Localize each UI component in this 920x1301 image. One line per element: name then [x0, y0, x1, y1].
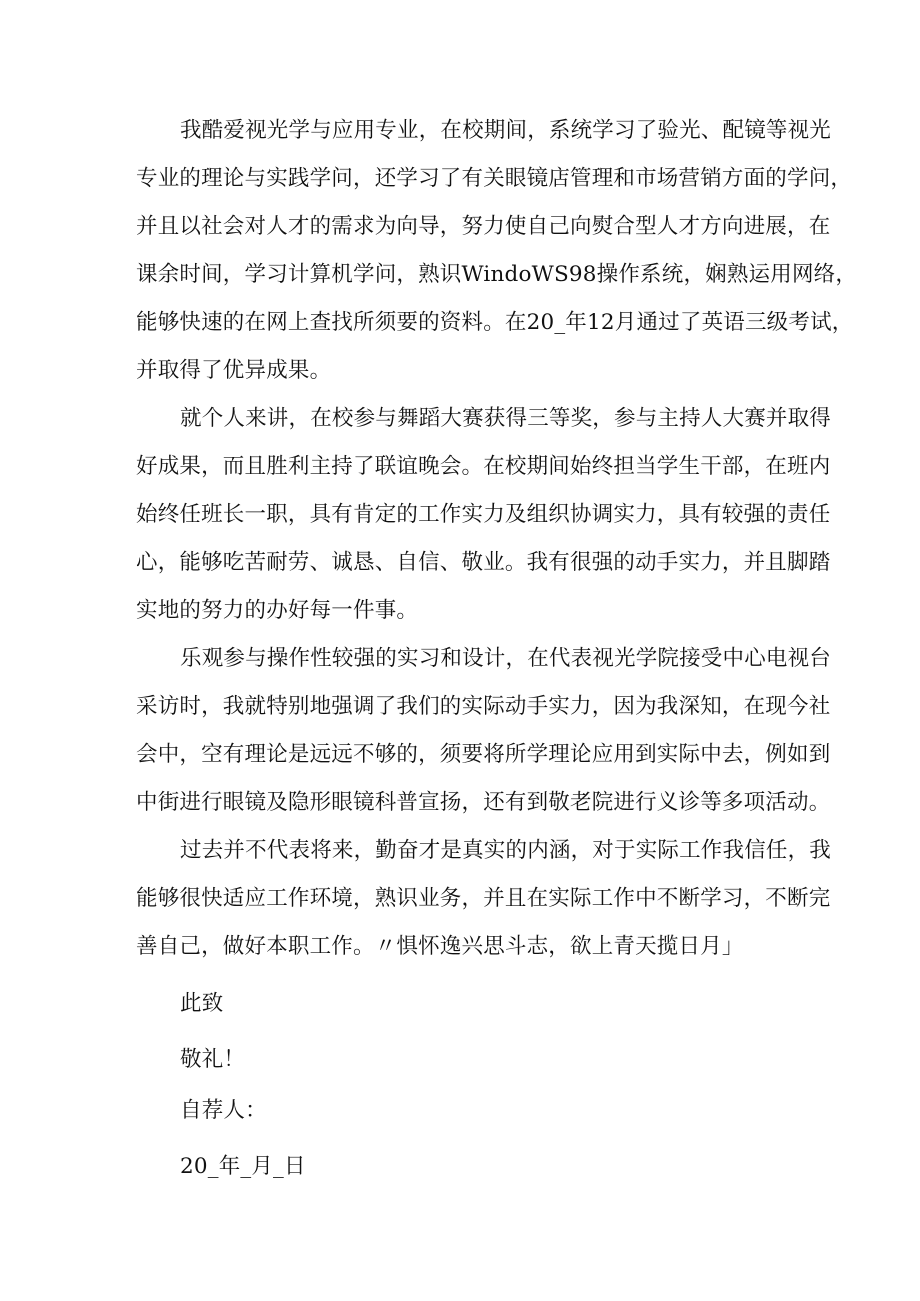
paragraph-1-line-2: 专业的理论与实践学问，还学习了有关眼镜店管理和市场营销方面的学问，	[136, 166, 853, 191]
paragraph-1-line-6: 并取得了优异成果。	[136, 358, 332, 383]
paragraph-3-line-4: 中街进行眼镜及隐形眼镜科普宣扬，还有到敬老院进行义诊等多项活动。	[136, 790, 831, 815]
referrer-label: 自荐人：	[180, 1098, 267, 1123]
paragraph-2-line-3: 始终任班长一职，具有肯定的工作实力及组织协调实力，具有较强的责任	[136, 502, 831, 527]
paragraph-3-line-3: 会中，空有理论是远远不够的，须要将所学理论应用到实际中去，例如到	[136, 742, 831, 767]
salutation: 此致	[180, 991, 224, 1016]
date-line: 20_年_月_日	[180, 1154, 306, 1179]
paragraph-2-line-2: 好成果，而且胜利主持了联谊晚会。在校期间始终担当学生干部，在班内	[136, 454, 831, 479]
paragraph-1-line-3: 并且以社会对人才的需求为向导，努力使自己向熨合型人才方向进展，在	[136, 214, 831, 239]
paragraph-3-line-2: 采访时，我就特别地强调了我们的实际动手实力，因为我深知，在现今社	[136, 694, 831, 719]
paragraph-4-line-2: 能够很快适应工作环境，熟识业务，并且在实际工作中不断学习，不断完	[136, 886, 831, 911]
paragraph-2-line-1: 就个人来讲，在校参与舞蹈大赛获得三等奖，参与主持人大赛并取得	[180, 406, 832, 431]
paragraph-4-line-3: 善自己，做好本职工作。〃惧怀逸兴思斗志，欲上青天揽日月」	[136, 934, 744, 959]
paragraph-2-line-4: 心，能够吃苦耐劳、诚恳、自信、敬业。我有很强的动手实力，并且脚踏	[136, 550, 831, 575]
paragraph-1-line-5: 能够快速的在网上查找所须要的资料。在20_年12月通过了英语三级考试，	[136, 310, 854, 335]
paragraph-1-line-1: 我酷爱视光学与应用专业，在校期间，系统学习了验光、配镜等视光	[180, 118, 832, 143]
paragraph-2-line-5: 实地的努力的办好每一件事。	[136, 598, 419, 623]
paragraph-1-line-4: 课余时间，学习计算机学问，熟识WindoWS98操作系统，娴熟运用网络，	[136, 262, 858, 287]
paragraph-3-line-1: 乐观参与操作性较强的实习和设计，在代表视光学院接受中心电视台	[180, 646, 832, 671]
regards: 敬礼！	[180, 1047, 246, 1072]
paragraph-4-line-1: 过去并不代表将来，勤奋才是真实的内涵，对于实际工作我信任，我	[180, 838, 832, 863]
